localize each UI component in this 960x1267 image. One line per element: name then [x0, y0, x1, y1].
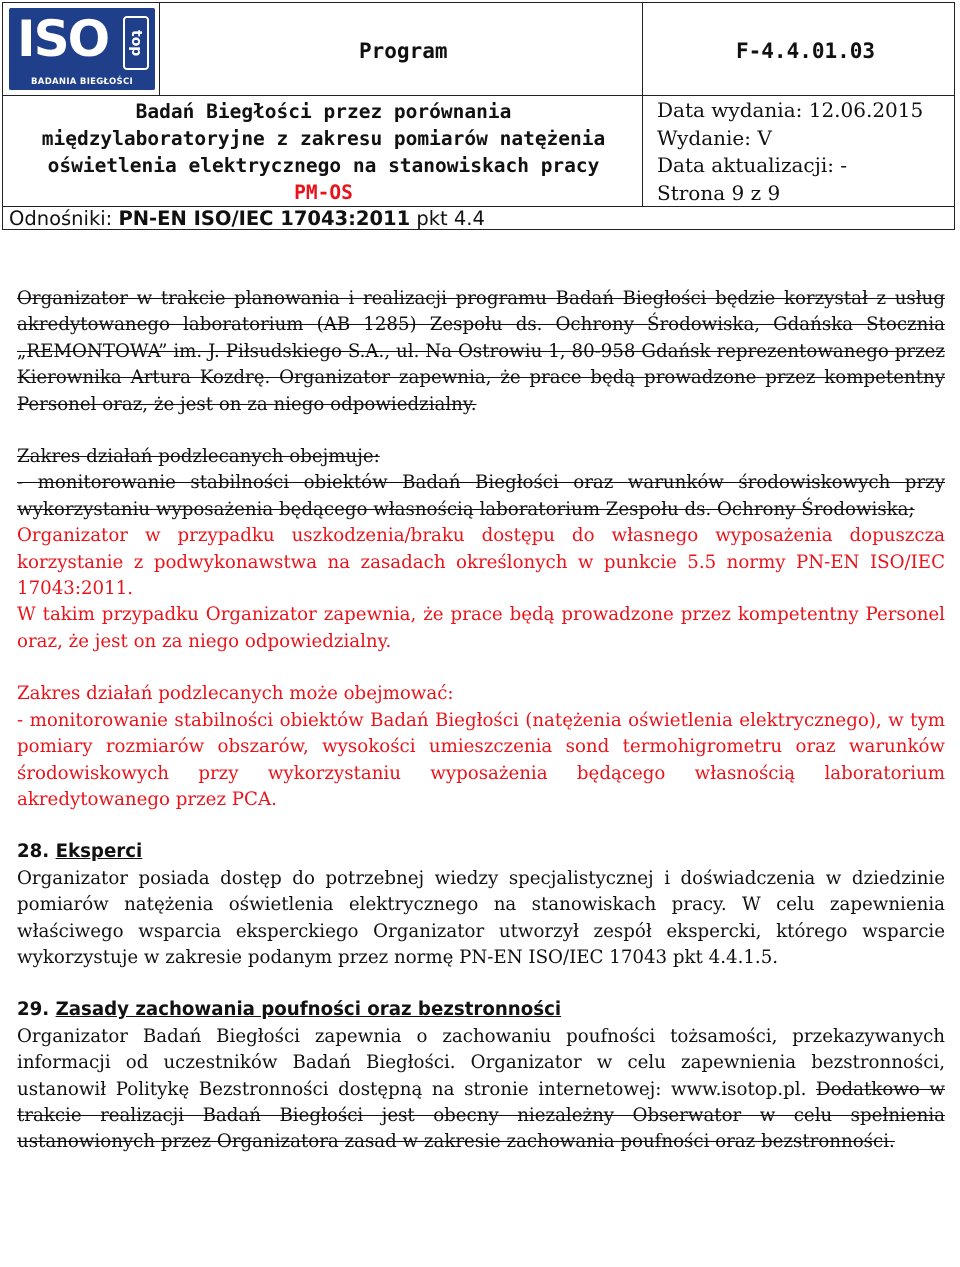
section-text: Organizator Badań Biegłości zapewnia o zachowaniu poufności tożsamości, przekazywanych informacji od uczestników Badań Biegłości. Organizator w celu zapewnienia bezstronności, ustanowił Politykę Bezstronności dostępną na stronie internetowej: www.isotop.pl.	[17, 1025, 945, 1100]
program-label: Program	[359, 39, 448, 63]
isotop-logo	[9, 8, 155, 90]
edition: Wydanie: V	[657, 125, 772, 150]
logo-iso-text: ISO	[17, 10, 109, 68]
references-suffix: pkt 4.4	[416, 207, 485, 230]
logo-top-text: top	[123, 16, 149, 70]
struck-paragraph: Organizator w trakcie planowania i realizacji programu Badań Biegłości będzie korzystał z usług akredytowanego laboratorium (AB 1285) Zespołu ds. Ochrony Środowiska, Gdańska Stocznia „REMONTOWA” im. J. Piłsudskiego S.A., ul. Na Ostrowiu 1, 80-958 Gdańsk reprezentowanego przez Kierownika Artura Kozdrę. Organizator zapewnia, że prace będą prowadzone przez kompetentny Personel oraz, że jest on za niego odpowiedzialny.	[17, 288, 945, 415]
title-line: międzylaboratoryjne z zakresu pomiarów natężenia	[41, 127, 606, 150]
update-date: Data aktualizacji: -	[657, 153, 848, 177]
struck-scope-title: Zakres działań podzlecanych obejmuje:	[17, 446, 380, 468]
section-number: 28.	[17, 841, 50, 863]
title-code: PM-OS	[294, 181, 353, 204]
header-divider	[642, 3, 643, 206]
page-number: Strona 9 z 9	[657, 180, 781, 205]
document-body	[17, 286, 945, 1156]
document-title	[7, 98, 640, 206]
section-text-29	[17, 1024, 945, 1156]
title-line: Badań Biegłości przez porównania	[135, 100, 512, 123]
struck-scope-item: - monitorowanie stabilności obiektów Badań Biegłości oraz warunków środowiskowych przy wykorzystaniu wyposażenia będącego własnością laboratorium Zespołu ds. Ochrony Środowiska;	[17, 472, 945, 520]
title-line: oświetlenia elektrycznego na stanowiskach pracy	[47, 154, 600, 177]
issue-date: Data wydania: 12.06.2015	[657, 98, 924, 122]
section-number: 29.	[17, 999, 50, 1021]
red-scope-title: Zakres działań podzlecanych może obejmować:	[17, 683, 454, 705]
references-label: Odnośniki:	[9, 207, 113, 230]
header-divider	[159, 3, 160, 95]
document-header	[2, 2, 955, 230]
logo-subtitle: BADANIA BIEGŁOŚCI	[31, 77, 133, 87]
references-standard: PN-EN ISO/IEC 17043:2011	[118, 207, 411, 230]
section-heading-29	[17, 997, 945, 1023]
red-paragraph: W takim przypadku Organizator zapewnia, że prace będą prowadzone przez kompetentny Personel oraz, że jest on za niego odpowiedzialny.	[17, 604, 945, 652]
header-divider	[3, 95, 954, 96]
red-scope-item: - monitorowanie stabilności obiektów Badań Biegłości (natężenia oświetlenia elektrycznego), w tym pomiary rozmiarów obszarów, wysokości umieszczenia sond termohigrometru oraz warunków środowiskowych przy wykorzystaniu wyposażenia będącego własnością laboratorium akredytowanego przez PCA.	[17, 709, 945, 810]
section-text-28: Organizator posiada dostęp do potrzebnej wiedzy specjalistycznej i doświadczenia w dziedzinie pomiarów natężenia oświetlenia elektrycznego na stanowiskach pracy. W celu zapewnienia właściwego wsparcia eksperckiego Organizator utworzył zespół ekspercki, którego wsparcie wykorzystuje w zakresie podanym przez normę PN-EN ISO/IEC 17043 pkt 4.4.1.5.	[17, 867, 945, 968]
references	[9, 207, 485, 231]
document-code: F-4.4.01.03	[736, 39, 876, 63]
section-title: Eksperci	[55, 841, 143, 863]
document-meta	[657, 97, 923, 207]
section-title: Zasady zachowania poufności oraz bezstronności	[55, 999, 562, 1021]
red-paragraph: Organizator w przypadku uszkodzenia/braku dostępu do własnego wyposażenia dopuszcza korzystanie z podwykonawstwa na zasadach określonych w punkcie 5.5 normy PN-EN ISO/IEC 17043:2011.	[17, 525, 945, 600]
struck-text: Dodatkowo w trakcie realizacji Badań Biegłości jest obecny niezależny Obserwator w celu spełnienia ustanowionych przez Organizatora zasad w zakresie zachowania poufności oraz bezstronności.	[17, 1078, 945, 1153]
section-heading-28	[17, 839, 945, 865]
